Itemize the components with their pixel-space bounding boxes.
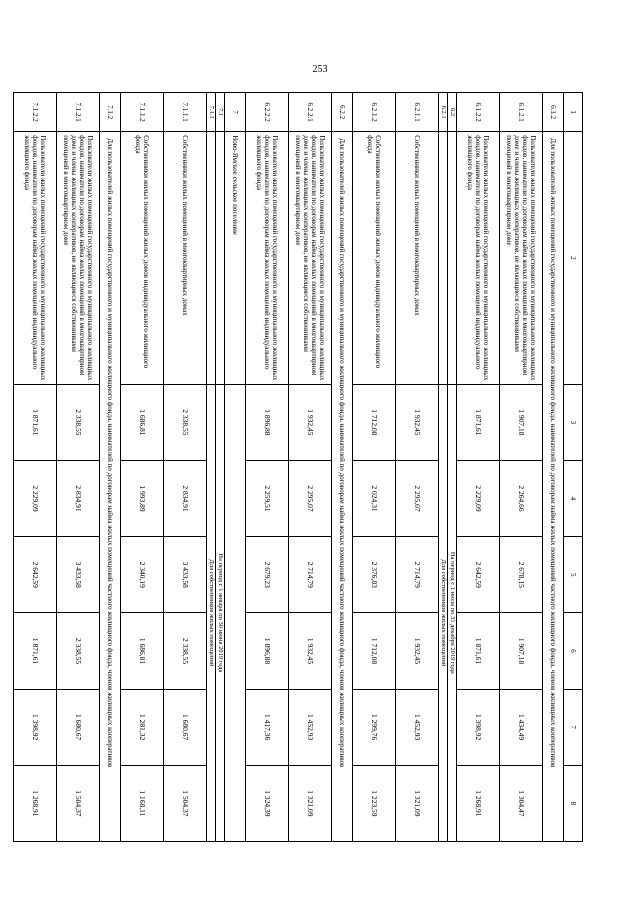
value-cell: 1 712,08 (353, 384, 396, 460)
empty-cell (439, 132, 448, 385)
value-cell: 2 376,83 (353, 537, 396, 613)
value-cell: 1 504,37 (57, 765, 100, 841)
rotated-table-wrapper (22, 92, 583, 842)
value-cell: 2 229,09 (457, 460, 500, 536)
row-id: 6.1.2 (543, 93, 564, 132)
table-row (57, 93, 100, 842)
row-id: 6.2.1.1 (396, 93, 439, 132)
value-cell: 1 417,36 (246, 689, 289, 765)
column-number: 6 (564, 613, 583, 689)
table-row (289, 93, 332, 842)
empty-cell (448, 132, 457, 385)
value-cell: 1 680,67 (164, 689, 207, 765)
value-cell: 1 712,08 (353, 613, 396, 689)
row-description: Пользователи жилых помещений государственного и муниципального жилищных фондов, наниматели по договорам найма жилых помещений индивидуального жилищного фонда (246, 132, 289, 385)
column-number: 8 (564, 765, 583, 841)
empty-cell (207, 132, 216, 385)
value-cell: 2 340,19 (121, 537, 164, 613)
settlement-row (225, 93, 246, 842)
value-cell: 2 834,91 (57, 460, 100, 536)
row-description: Собственники жилых помещений жилых домов индивидуального жилищного фонда (121, 132, 164, 385)
tariff-table (13, 92, 583, 842)
value-cell: 1 686,81 (121, 384, 164, 460)
value-cell: 2 338,55 (164, 613, 207, 689)
value-cell: 3 433,58 (57, 537, 100, 613)
row-description: Собственники жилых помещений в многоквартирных домах (164, 132, 207, 385)
value-cell: 1 398,92 (14, 689, 57, 765)
row-id: 7.1.1 (207, 93, 216, 132)
row-id: 6.2.2.1 (289, 93, 332, 132)
table-row (14, 93, 57, 842)
value-cell: 1 452,93 (396, 689, 439, 765)
row-id: 7 (225, 93, 246, 132)
group-label: Для пользователей жилых помещений государственного и муниципального жилищного фонда, нанимателей по договорам найма жилых помещений частного жилищного фонда, членов жилищных кооперативов (100, 132, 121, 842)
value-cell: 1 398,92 (457, 689, 500, 765)
value-cell: 2 678,15 (500, 537, 543, 613)
value-cell: 1 452,93 (289, 689, 332, 765)
value-cell: 1 268,91 (457, 765, 500, 841)
period-row (216, 93, 225, 842)
value-cell: 1 304,47 (500, 765, 543, 841)
column-number: 3 (564, 384, 583, 460)
subgroup-label: Для собственников жилых помещений (439, 384, 448, 841)
value-cell: 1 299,76 (353, 689, 396, 765)
value-cell: 1 321,09 (396, 765, 439, 841)
table-row (500, 93, 543, 842)
row-description: Пользователи жилых помещений государственного и муниципального жилищных фондов, наниматели по договорам найма жилых помещений индивидуального жилищного фонда (14, 132, 57, 385)
value-cell: 1 896,88 (246, 613, 289, 689)
table-row (457, 93, 500, 842)
value-cell: 1 686,81 (121, 613, 164, 689)
value-cell: 2 338,55 (164, 384, 207, 460)
group-label: Для пользователей жилых помещений государственного и муниципального жилищного фонда, нанимателей по договорам найма жилых помещений частного жилищного фонда, членов жилищных кооперативов (332, 132, 353, 842)
value-cell: 1 281,32 (121, 689, 164, 765)
row-description: Пользователи жилых помещений государственного и муниципального жилищных фондов, наниматели по договорам найма жилых помещений в многоквартирном доме и члены жилищных кооперативов, не являющиеся собственниками помещений в многоквартирном доме (57, 132, 100, 385)
settlement-name: Ново-Ямское сельское поселение (225, 132, 246, 385)
row-id: 7.1 (216, 93, 225, 132)
subgroup-label: Для собственников жилых помещений (207, 384, 216, 841)
row-description: Собственники жилых помещений жилых домов индивидуального жилищного фонда (353, 132, 396, 385)
value-cell: 2 642,59 (457, 537, 500, 613)
group-row (100, 93, 121, 842)
row-id: 7.1.2 (100, 93, 121, 132)
header-row (564, 93, 583, 842)
value-cell: 1 871,61 (457, 613, 500, 689)
group-row (543, 93, 564, 842)
period-row (448, 93, 457, 842)
row-id: 7.1.1.2 (121, 93, 164, 132)
value-cell: 2 338,55 (57, 613, 100, 689)
row-id: 6.2.1.2 (353, 93, 396, 132)
value-cell: 2 024,31 (353, 460, 396, 536)
column-number: 4 (564, 460, 583, 536)
subgroup-row (439, 93, 448, 842)
value-cell: 1 932,45 (396, 384, 439, 460)
value-cell: 1 434,49 (500, 689, 543, 765)
value-cell: 2 264,66 (500, 460, 543, 536)
group-label: Для пользователей жилых помещений государственного и муниципального жилищного фонда, нанимателей по договорам найма жилых помещений частного жилищного фонда, членов жилищных кооперативов (543, 132, 564, 842)
value-cell: 2 714,79 (396, 537, 439, 613)
value-cell: 1 932,45 (289, 613, 332, 689)
value-cell: 1 907,18 (500, 384, 543, 460)
empty-span (225, 384, 246, 841)
column-number: 1 (564, 93, 583, 132)
row-description: Пользователи жилых помещений государственного и муниципального жилищных фондов, наниматели по договорам найма жилых помещений в многоквартирном доме и члены жилищных кооперативов, не являющиеся собственниками помещений в многоквартирном доме (500, 132, 543, 385)
table-row (246, 93, 289, 842)
row-id: 6.2.2 (332, 93, 353, 132)
value-cell: 1 932,45 (289, 384, 332, 460)
value-cell: 2 338,55 (57, 384, 100, 460)
value-cell: 2 295,07 (396, 460, 439, 536)
empty-cell (216, 132, 225, 385)
row-description: Пользователи жилых помещений государственного и муниципального жилищных фондов, наниматели по договорам найма жилых помещений индивидуального жилищного фонда (457, 132, 500, 385)
value-cell: 2 679,23 (246, 537, 289, 613)
value-cell: 1 871,61 (457, 384, 500, 460)
value-cell: 2 259,51 (246, 460, 289, 536)
value-cell: 2 714,79 (289, 537, 332, 613)
value-cell: 2 229,09 (14, 460, 57, 536)
table-row (353, 93, 396, 842)
row-id: 7.1.2.1 (57, 93, 100, 132)
value-cell: 1 896,88 (246, 384, 289, 460)
value-cell: 1 268,91 (14, 765, 57, 841)
row-id: 6.2 (448, 93, 457, 132)
value-cell: 1 871,61 (14, 384, 57, 460)
group-row (332, 93, 353, 842)
value-cell: 1 504,37 (164, 765, 207, 841)
value-cell: 1 680,67 (57, 689, 100, 765)
value-cell: 2 295,07 (289, 460, 332, 536)
row-description: Собственники жилых помещений в многоквартирных домах (396, 132, 439, 385)
value-cell: 1 907,18 (500, 613, 543, 689)
column-number: 2 (564, 132, 583, 385)
value-cell: 1 168,11 (121, 765, 164, 841)
page-number: 253 (312, 64, 328, 75)
table-row (396, 93, 439, 842)
table-row (121, 93, 164, 842)
value-cell: 2 642,59 (14, 537, 57, 613)
subgroup-row (207, 93, 216, 842)
row-id: 6.2.1 (439, 93, 448, 132)
value-cell: 1 321,09 (289, 765, 332, 841)
row-description: Пользователи жилых помещений государственного и муниципального жилищных фондов, наниматели по договорам найма жилых помещений в многоквартирном доме и члены жилищных кооперативов, не являющиеся собственниками помещений в многоквартирном доме (289, 132, 332, 385)
value-cell: 3 433,58 (164, 537, 207, 613)
column-number: 5 (564, 537, 583, 613)
row-id: 6.1.2.1 (500, 93, 543, 132)
period-label: На период с 1 января по 30 июня 2019 года (216, 384, 225, 841)
value-cell: 1 993,89 (121, 460, 164, 536)
column-number: 7 (564, 689, 583, 765)
table-row (164, 93, 207, 842)
row-id: 6.2.2.2 (246, 93, 289, 132)
value-cell: 1 871,61 (14, 613, 57, 689)
period-label: На период с 1 июля по 31 декабря 2019 года (448, 384, 457, 841)
row-id: 7.1.1.1 (164, 93, 207, 132)
row-id: 6.1.2.2 (457, 93, 500, 132)
value-cell: 1 223,59 (353, 765, 396, 841)
row-id: 7.1.2.2 (14, 93, 57, 132)
value-cell: 1 932,45 (396, 613, 439, 689)
value-cell: 2 834,91 (164, 460, 207, 536)
value-cell: 1 324,39 (246, 765, 289, 841)
